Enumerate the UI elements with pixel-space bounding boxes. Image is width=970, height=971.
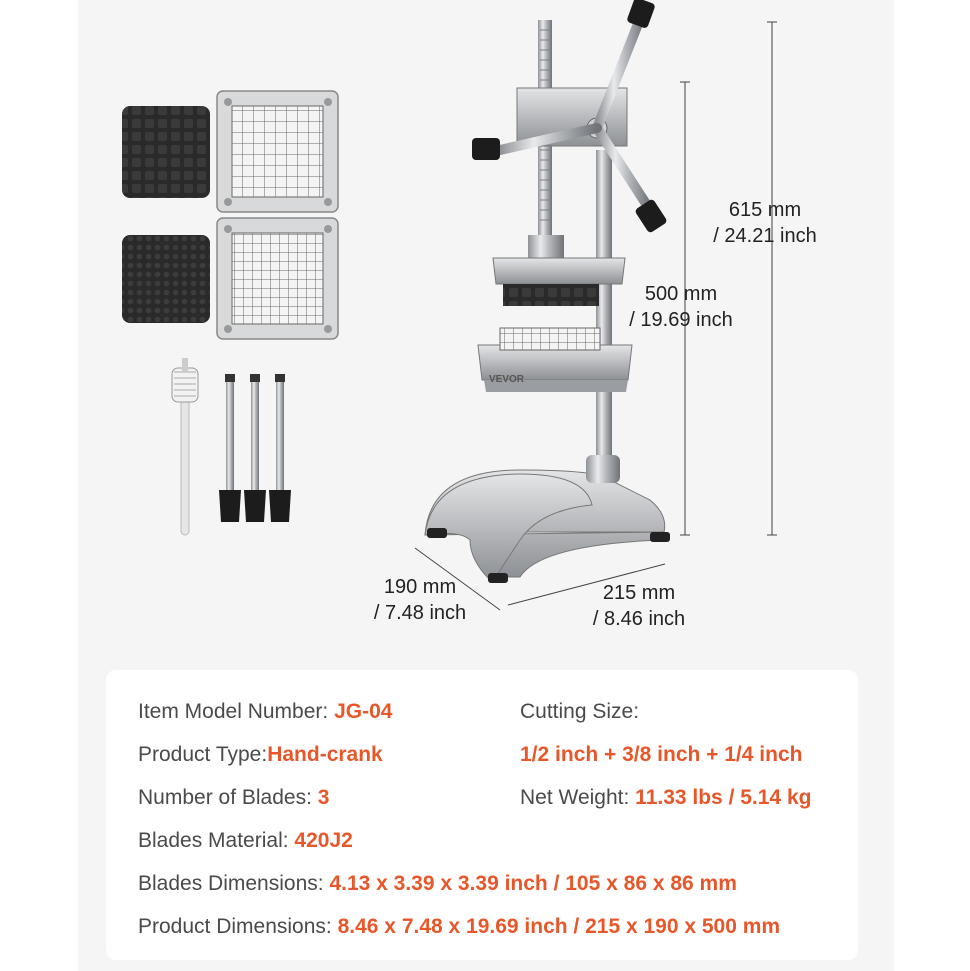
spec-product-dimensions xyxy=(138,915,780,939)
spec-model xyxy=(138,700,392,724)
cleaning-brush xyxy=(172,358,198,535)
spec-blades-number-value: 3 xyxy=(317,786,330,809)
spec-blades-material-value: 420J2 xyxy=(294,829,353,852)
spec-net-weight xyxy=(520,786,811,810)
spec-product-dimensions-label: Product Dimensions: xyxy=(138,915,332,938)
spec-model-label: Item Model Number: xyxy=(138,700,329,723)
push-block-small xyxy=(122,235,210,323)
blade-grid-small xyxy=(217,218,338,339)
spec-cutting-size-label: Cutting Size: xyxy=(520,700,640,723)
spec-blades-number-label: Number of Blades: xyxy=(138,786,312,809)
spec-cutting-size-value: 1/2 inch + 3/8 inch + 1/4 inch xyxy=(520,743,803,766)
height-cut-inch: / 19.69 inch xyxy=(629,309,733,331)
height-total-inch: / 24.21 inch xyxy=(713,225,817,247)
width-mm: 215 mm xyxy=(602,582,676,604)
brand-mark: VEVOR xyxy=(489,374,525,385)
spec-product-type-value: Hand-crank xyxy=(267,743,383,766)
spec-net-weight-label: Net Weight: xyxy=(520,786,630,809)
spec-cutting-size-value-row xyxy=(520,743,802,767)
spec-blades-dimensions-label: Blades Dimensions: xyxy=(138,872,324,895)
spec-blades-dimensions xyxy=(138,872,737,896)
push-block-large xyxy=(122,106,210,198)
spec-blades-dimensions-value: 4.13 x 3.39 x 3.39 inch / 105 x 86 x 86 mm xyxy=(329,872,737,895)
width-inch: / 8.46 inch xyxy=(592,608,686,630)
height-total-label xyxy=(700,197,830,249)
height-cut-label xyxy=(616,281,746,333)
spec-product-type xyxy=(138,743,383,767)
spec-blades-number xyxy=(138,786,329,810)
spec-product-type-label: Product Type: xyxy=(138,743,268,766)
depth-mm: 190 mm xyxy=(383,576,457,598)
spec-model-value: JG-04 xyxy=(334,700,393,723)
height-total-mm: 615 mm xyxy=(728,199,802,221)
depth-label xyxy=(355,574,485,626)
depth-inch: / 7.48 inch xyxy=(373,602,467,624)
spec-blades-material-label: Blades Material: xyxy=(138,829,289,852)
spec-cutting-size xyxy=(520,700,639,724)
blade-grid-large xyxy=(217,91,338,212)
spec-blades-material xyxy=(138,829,353,853)
height-cut-mm: 500 mm xyxy=(644,283,718,305)
handle-set xyxy=(219,374,291,522)
spec-net-weight-value: 11.33 lbs / 5.14 kg xyxy=(635,786,812,809)
spec-product-dimensions-value: 8.46 x 7.48 x 19.69 inch / 215 x 190 x 500 mm xyxy=(337,915,781,938)
width-label xyxy=(574,580,704,632)
